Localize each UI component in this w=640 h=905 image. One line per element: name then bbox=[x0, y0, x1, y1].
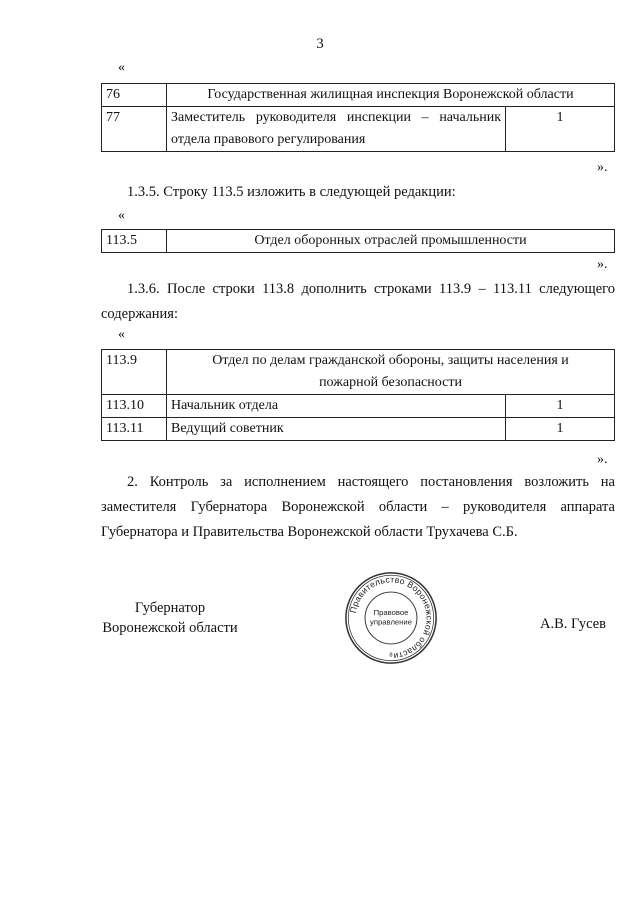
item-1-3-6 bbox=[101, 277, 615, 327]
row-text-line1: Отдел по делам гражданской обороны, защиты населения и bbox=[212, 353, 569, 368]
row-text bbox=[167, 350, 615, 395]
row-count: 1 bbox=[506, 107, 615, 152]
seal-ring-text: Правительство Воронежской области bbox=[347, 574, 435, 662]
quote-close: ». bbox=[597, 452, 608, 467]
table-row bbox=[102, 230, 615, 253]
seal-center-line1: Правовое bbox=[373, 608, 409, 618]
row-text-line1: Заместитель руководителя инспекции – начальник bbox=[171, 110, 501, 125]
page-number: 3 bbox=[316, 36, 324, 52]
row-text-line2: отдела правового регулирования bbox=[171, 132, 366, 147]
table-113-5 bbox=[101, 229, 615, 253]
row-text: Начальник отдела bbox=[167, 395, 506, 418]
row-count: 1 bbox=[506, 418, 615, 441]
row-number: 113.10 bbox=[102, 395, 167, 418]
table-113-9-11 bbox=[101, 349, 615, 441]
seal-bottom-mark: 8 bbox=[389, 652, 393, 659]
item-1-3-6-line2: содержания: bbox=[101, 306, 179, 322]
quote-open: « bbox=[118, 327, 125, 342]
row-number: 77 bbox=[102, 107, 167, 152]
row-number: 113.5 bbox=[102, 230, 167, 253]
quote-close: ». bbox=[597, 257, 608, 272]
item-1-3-5: 1.3.5. Строку 113.5 изложить в следующей редакции: bbox=[127, 184, 456, 200]
official-seal bbox=[343, 570, 439, 666]
item-1-3-6-line1: 1.3.6. После строки 113.8 дополнить строками 113.9 – 113.11 следующего bbox=[127, 281, 615, 297]
table-row bbox=[102, 107, 615, 152]
table-row bbox=[102, 350, 615, 395]
row-text: Ведущий советник bbox=[167, 418, 506, 441]
item-2: 2. Контроль за исполнением настоящего постановления возложить на заместителя Губернатора Воронежской области – руководителя аппарата Губернатора и Правительства Воронежской области Трухачева С.Б. bbox=[101, 474, 615, 540]
quote-open: « bbox=[118, 208, 125, 223]
row-text-line2: пожарной безопасности bbox=[319, 375, 462, 390]
row-text bbox=[167, 107, 506, 152]
table-row bbox=[102, 395, 615, 418]
table-row bbox=[102, 84, 615, 107]
signature-title-line1: Губернатор bbox=[134, 600, 206, 616]
signature-title bbox=[90, 598, 250, 638]
table-row bbox=[102, 418, 615, 441]
quote-close: ». bbox=[597, 160, 608, 175]
row-number: 113.9 bbox=[102, 350, 167, 395]
row-count: 1 bbox=[506, 395, 615, 418]
row-number: 113.11 bbox=[102, 418, 167, 441]
quote-open: « bbox=[118, 60, 125, 75]
signature-name: А.В. Гусев bbox=[540, 616, 606, 632]
seal-center-line2: управление bbox=[370, 617, 412, 627]
row-number: 76 bbox=[102, 84, 167, 107]
table-76-77 bbox=[101, 83, 615, 152]
row-text: Государственная жилищная инспекция Воронежской области bbox=[167, 84, 615, 107]
signature-title-line2: Воронежской области bbox=[102, 620, 238, 636]
row-text: Отдел оборонных отраслей промышленности bbox=[167, 230, 615, 253]
